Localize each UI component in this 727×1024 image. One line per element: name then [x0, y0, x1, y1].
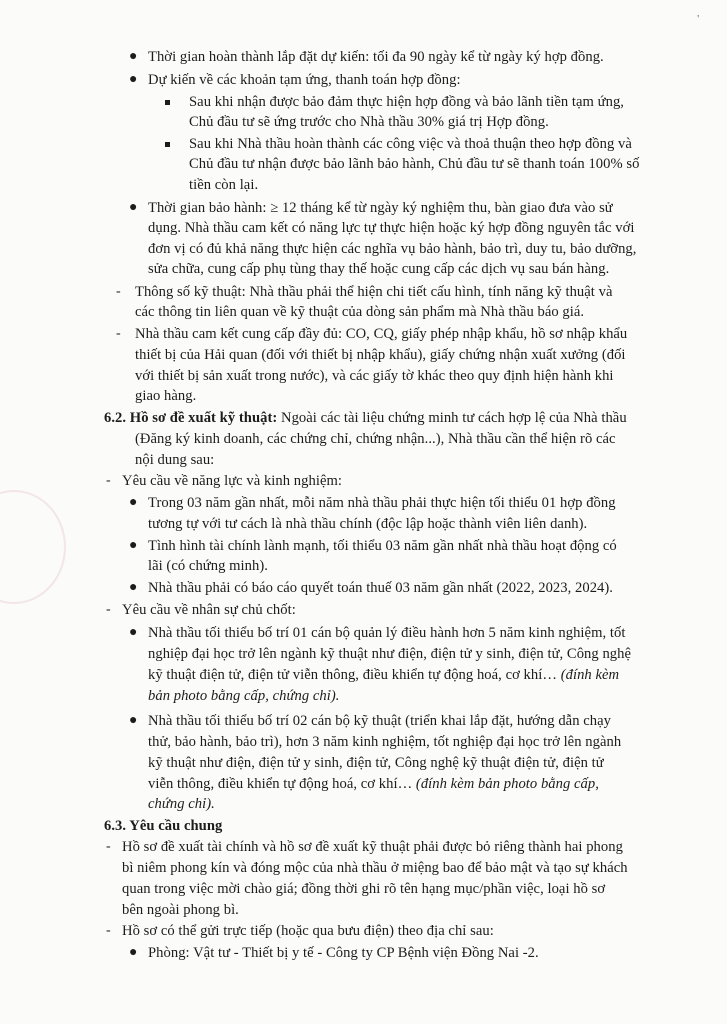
- text-line: tương tự với tư cách là nhà thầu chính (độc lập hoặc thành viên liên danh).: [148, 516, 588, 532]
- bullet-icon: ●: [129, 495, 138, 510]
- text-line: các thông tin liên quan về kỹ thuật của dòng sản phẩm mà Nhà thầu báo giá.: [135, 304, 585, 320]
- dash-icon: -: [116, 284, 121, 299]
- text-line: Dự kiến về các khoản tạm ứng, thanh toán hợp đồng:: [148, 72, 461, 88]
- dash-icon: -: [106, 473, 111, 488]
- text-line: Hồ sơ đề xuất tài chính và hồ sơ đề xuất kỹ thuật phải được bỏ riêng thành hai phong: [122, 839, 623, 855]
- text-line: đơn vị có đủ khả năng thực hiện các nghĩa vụ bảo hành, bảo trì, duy tu, bảo dưỡng,: [148, 241, 637, 257]
- text-line: Thời gian bảo hành: ≥ 12 tháng kể từ ngày ký nghiệm thu, bàn giao đưa vào sử: [148, 200, 613, 216]
- text-line: nội dung sau:: [135, 452, 215, 468]
- section-heading-6-3: 6.3. Yêu cầu chung: [104, 818, 223, 834]
- text-line: Yêu cầu về nhân sự chủ chốt:: [122, 602, 296, 618]
- text-line: Chủ đầu tư nhận được bảo lãnh bảo hành, Chủ đầu tư sẽ thanh toán 100% số: [189, 156, 640, 172]
- text-line: Sau khi nhận được bảo đảm thực hiện hợp đồng và bảo lãnh tiền tạm ứng,: [189, 94, 624, 110]
- dash-icon: -: [106, 923, 111, 938]
- dash-icon: -: [106, 602, 111, 617]
- corner-mark: ': [697, 14, 699, 25]
- dash-icon: -: [116, 326, 121, 341]
- text-line: Tình hình tài chính lành mạnh, tối thiểu 03 năm gần nhất nhà thầu hoạt động có: [148, 538, 617, 554]
- text-line: Nhà thầu tối thiểu bố trí 02 cán bộ kỹ thuật (triển khai lắp đặt, hướng dẫn chạy: [148, 713, 611, 729]
- square-bullet-icon: [165, 142, 170, 147]
- bullet-icon: ●: [129, 625, 138, 640]
- text-line: giao hàng.: [135, 388, 197, 404]
- text-line: (Đăng ký kinh doanh, các chứng chỉ, chứng nhận...), Nhà thầu cần thể hiện rõ các: [135, 431, 616, 447]
- text-line: kỹ thuật như điện, điện tử y sinh, điện tử, Công nghệ kỹ thuật điện tử, điện tử: [148, 755, 604, 771]
- bullet-icon: ●: [129, 538, 138, 553]
- text-line: bên ngoài phong bì.: [122, 902, 239, 918]
- faded-stamp: [0, 490, 66, 604]
- text-line: chứng chỉ).: [148, 796, 215, 812]
- text-line: nghiệp đại học trở lên ngành kỹ thuật như điện, điện tử y sinh, điện tử, Công nghệ: [148, 646, 632, 662]
- text-line: Chủ đầu tư sẽ ứng trước cho Nhà thầu 30% giá trị Hợp đồng.: [189, 114, 549, 130]
- square-bullet-icon: [165, 100, 170, 105]
- text-line: thiết bị của Hải quan (đối với thiết bị nhập khẩu), giấy chứng nhận xuất xưởng (đối: [135, 347, 626, 363]
- text-line: Thông số kỹ thuật: Nhà thầu phải thể hiện chi tiết cấu hình, tính năng kỹ thuật và: [135, 284, 613, 300]
- bullet-icon: ●: [129, 49, 138, 64]
- text-line: quan trong việc mời chào giá; đồng thời ghi rõ tên hạng mục/phần việc, loại hồ sơ: [122, 881, 606, 897]
- text-line: Yêu cầu về năng lực và kinh nghiệm:: [122, 473, 342, 489]
- text-line: Sau khi Nhà thầu hoàn thành các công việc và thoả thuận theo hợp đồng và: [189, 136, 632, 152]
- text-line: thử, bảo hành, bảo trì), hơn 3 năm kinh nghiệm, tốt nghiệp đại học trở lên ngành: [148, 734, 622, 750]
- text-line: Nhà thầu tối thiểu bố trí 01 cán bộ quản lý điều hành hơn 5 năm kinh nghiệm, tốt: [148, 625, 626, 641]
- text-line: Thời gian hoàn thành lắp đặt dự kiến: tối đa 90 ngày kể từ ngày ký hợp đồng.: [148, 49, 604, 65]
- text-line: dụng. Nhà thầu cam kết có năng lực tự thực hiện hoặc ký hợp đồng nguyên tắc với: [148, 220, 635, 236]
- text-line: Nhà thầu phải có báo cáo quyết toán thuế 03 năm gần nhất (2022, 2023, 2024).: [148, 580, 614, 596]
- text-line: bản photo bằng cấp, chứng chỉ).: [148, 688, 340, 704]
- section-heading-6-2: 6.2. Hồ sơ đề xuất kỹ thuật: Ngoài các tài liệu chứng minh tư cách hợp lệ của Nhà thầu: [104, 410, 627, 426]
- text-line: Hồ sơ có thể gửi trực tiếp (hoặc qua bưu điện) theo địa chỉ sau:: [122, 923, 494, 939]
- text-line: viễn thông, điều khiển tự động hoá, cơ khí… (đính kèm bản photo bằng cấp,: [148, 776, 599, 792]
- text-line: sửa chữa, cung cấp phụ tùng thay thế hoặc cung cấp các dịch vụ sau bán hàng.: [148, 261, 610, 277]
- bullet-icon: ●: [129, 713, 138, 728]
- bullet-icon: ●: [129, 945, 138, 960]
- text-line: Nhà thầu cam kết cung cấp đầy đủ: CO, CQ, giấy phép nhập khẩu, hồ sơ nhập khẩu: [135, 326, 628, 342]
- text-line: với thiết bị sản xuất trong nước), và các giấy tờ khác theo quy định hiện hành khi: [135, 368, 614, 384]
- bullet-icon: ●: [129, 72, 138, 87]
- bullet-icon: ●: [129, 200, 138, 215]
- text-line: kỹ thuật điện tử, điện tử viễn thông, điều khiển tự động hoá, cơ khí… (đính kèm: [148, 667, 620, 683]
- text-line: Trong 03 năm gần nhất, mỗi năm nhà thầu phải thực hiện tối thiểu 01 hợp đồng: [148, 495, 616, 511]
- text-line: lãi (có chứng minh).: [148, 558, 268, 574]
- text-line: tiền còn lại.: [189, 177, 259, 193]
- text-line: Phòng: Vật tư - Thiết bị y tế - Công ty CP Bệnh viện Đồng Nai -2.: [148, 945, 539, 961]
- text-line: bì niêm phong kín và đóng mộc của nhà thầu ở miệng bao để bảo mật và tạo sự khách: [122, 860, 628, 876]
- dash-icon: -: [106, 839, 111, 854]
- bullet-icon: ●: [129, 580, 138, 595]
